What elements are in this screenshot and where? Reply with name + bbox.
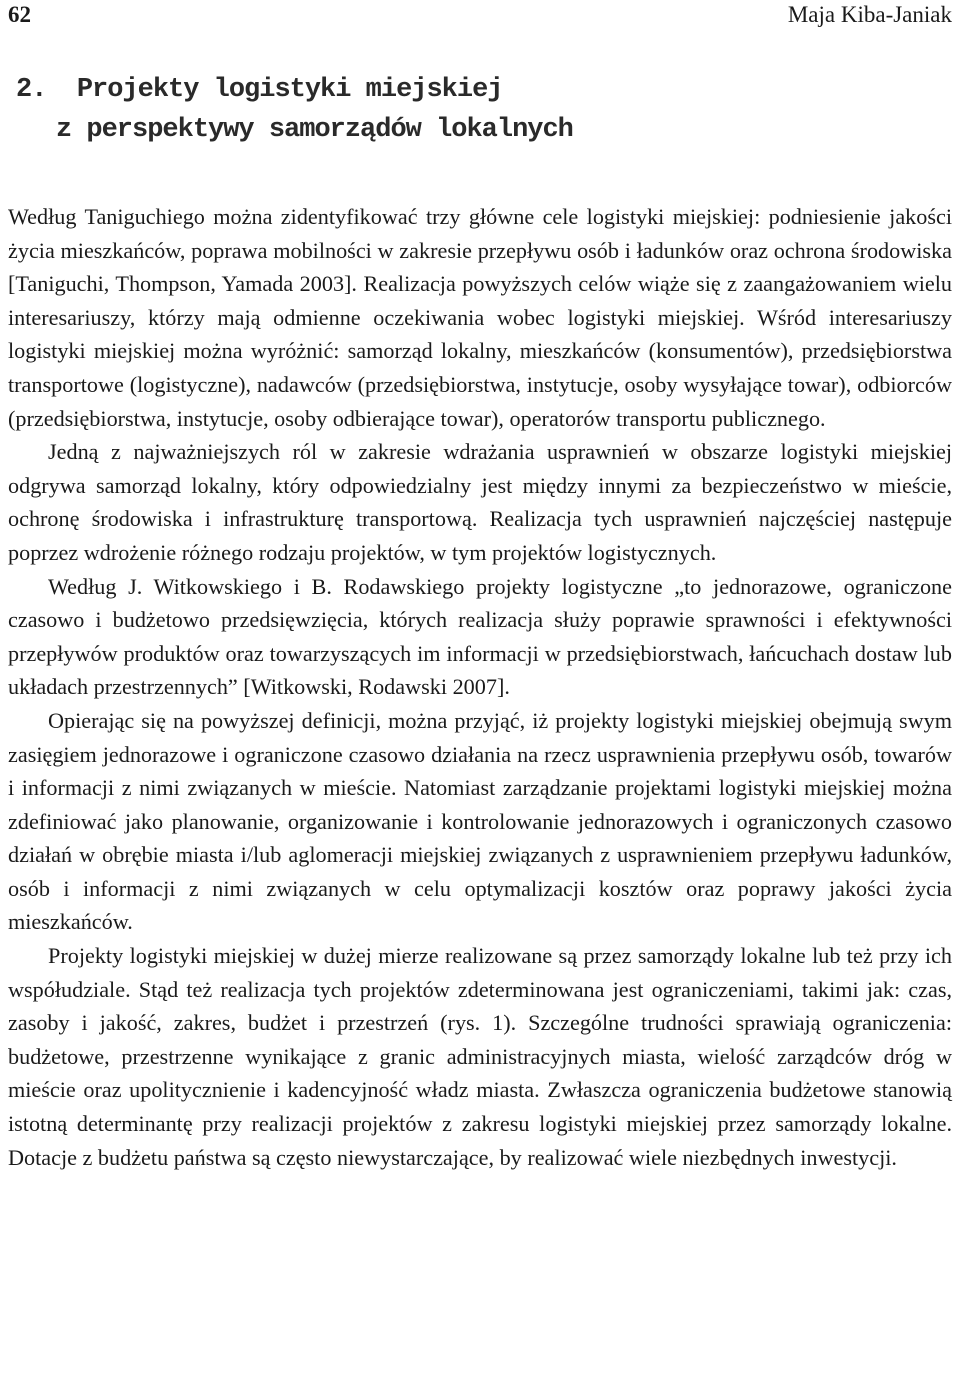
page-number: 62 — [8, 2, 31, 27]
section-title-line-2: z perspektywy samorządów lokalnych — [56, 115, 573, 145]
page-header — [8, 0, 952, 40]
running-header-author: Maja Kiba-Janiak — [787, 2, 952, 27]
paragraph: Opierając się na powyższej definicji, można przyjąć, iż projekty logistyki miejskiej obejmują swym zasięgiem jednorazowe i ograniczone czasowo działania na rzecz usprawnienia przepływu osób, towarów i informacji z nimi związanych w mieście. Natomiast zarządzanie projektami logistyki miejskiej można zdefiniować jako planowanie, organizowanie i kontrolowanie jednorazowych i ograniczonych czasowo działań w obrębie miasta i/lub aglomeracji miejskiej związanych z usprawnieniem przepływu ładunków, osób i informacji z nimi związanych w celu optymalizacji kosztów oraz poprawy jakości życia mieszkańców. — [8, 707, 952, 935]
paragraph: Według J. Witkowskiego i B. Rodawskiego projekty logistyczne „to jednorazowe, ograniczone czasowo i budżetowo przedsięwzięcia, których realizacja służy poprawie sprawności i efektywności przepływów produktów oraz towarzyszących im informacji w przedsiębiorstwach, łańcuchach dostaw lub układach przestrzennych” [Witkowski, Rodawski 2007]. — [8, 573, 952, 700]
section-number: 2. — [16, 75, 47, 105]
paragraph: Według Taniguchiego można zidentyfikować trzy główne cele logistyki miejskiej: podniesienie jakości życia mieszkańców, poprawa mobilności w zakresie przepływu osób i ładunków oraz ochrona środowiska [Taniguchi, Thompson, Yamada 2003]. Realizacja powyższych celów wiąże się z zaangażowaniem wielu interesariuszy, którzy mają odmienne oczekiwania wobec logistyki miejskiej. Wśród interesariuszy logistyki miejskiej można wyróżnić: samorząd lokalny, mieszkańców (konsumentów), przedsiębiorstwa transportowe (logistyczne), nadawców (przedsiębiorstwa, instytucje, osoby wysyłające towar), odbiorców (przedsiębiorstwa, instytucje, osoby odbierające towar), operatorów transportu publicznego. — [8, 204, 952, 431]
section-title-text-1: Projekty logistyki miejskiej — [76, 75, 503, 105]
section-heading — [8, 70, 952, 150]
paragraph: Projekty logistyki miejskiej w dużej mierze realizowane są przez samorządy lokalne lub też przy ich współudziale. Stąd też realizacja tych projektów zdeterminowana jest ograniczeniami, takimi jak: czas, zasoby i jakość, zakres, budżet i przestrzeń (rys. 1). Szczególne trudności sprawiają ograniczenia: budżetowe, przestrzenne wynikające z granic administracyjnych miasta, wielość zarządców dróg w mieście oraz upolitycznienie i kadencyjność władz miasta. Zwłaszcza ograniczenia budżetowe stanowią istotną determinantę przy realizacji projektów z zakresu logistyki miejskiej przez samorządy lokalne. Dotacje z budżetu państwa są często niewystarczające, by realizować wiele niezbędnych inwestycji. — [8, 943, 952, 1170]
section-title-line-1 — [16, 70, 952, 110]
body-text — [8, 200, 952, 1174]
paragraph: Jedną z najważniejszych ról w zakresie wdrażania usprawnień w obszarze logistyki miejskiej odgrywa samorząd lokalny, który odpowiedzialny jest między innymi za bezpieczeństwo w mieście, ochronę środowiska i infrastrukturę transportową. Realizacja tych usprawnień najczęściej następuje poprzez wdrożenie różnego rodzaju projektów, w tym projektów logistycznych. — [8, 439, 952, 565]
document-page — [8, 0, 952, 1393]
